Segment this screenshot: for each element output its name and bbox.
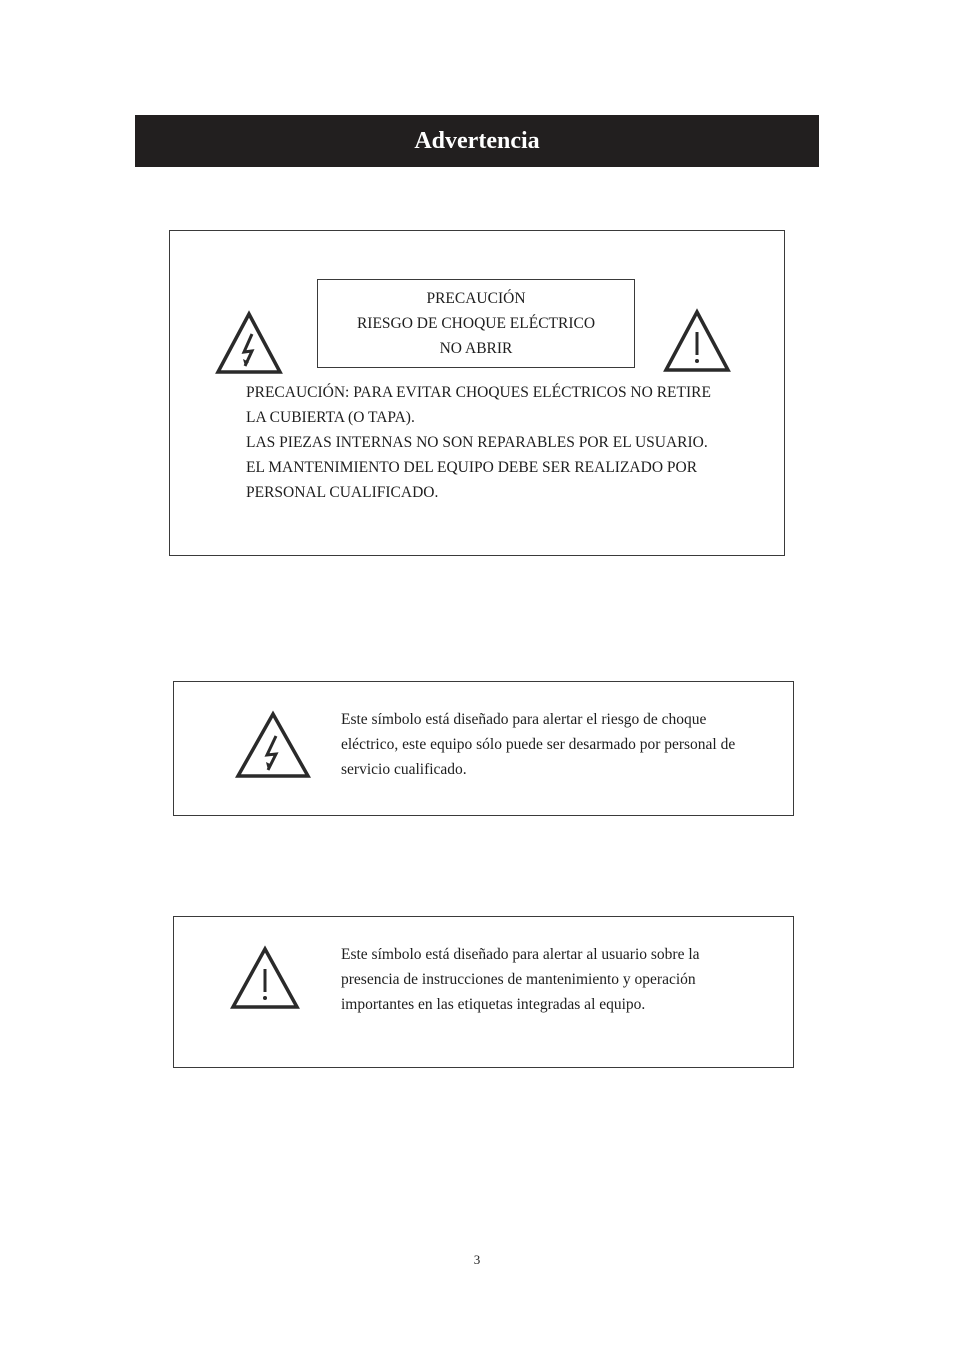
description-line: eléctrico, este equipo sólo puede ser desarmado por personal de (341, 736, 736, 753)
description-line: Este símbolo está diseñado para alertar el riesgo de choque (341, 711, 707, 728)
caution-text-line: EL MANTENIMIENTO DEL EQUIPO DEBE SER REALIZADO POR (246, 459, 698, 476)
lightning-warning-icon (234, 710, 312, 780)
caution-label-line: NO ABRIR (439, 340, 513, 357)
page-number: 3 (473, 1252, 481, 1267)
header-bar (135, 115, 819, 167)
caution-label (317, 279, 635, 368)
caution-text-line: PRECAUCIÓN: PARA EVITAR CHOQUES ELÉCTRICOS NO RETIRE (246, 384, 711, 401)
lightning-warning-icon (214, 310, 284, 376)
exclamation-warning-icon (662, 308, 732, 374)
description-line: Este símbolo está diseñado para alertar al usuario sobre la (341, 946, 700, 963)
exclamation-warning-icon (229, 945, 301, 1011)
caution-label-line: RIESGO DE CHOQUE ELÉCTRICO (356, 315, 596, 332)
caution-text-line: LAS PIEZAS INTERNAS NO SON REPARABLES POR EL USUARIO. (246, 434, 708, 451)
exclamation-symbol-description (341, 942, 781, 1017)
page-title: Advertencia (414, 127, 540, 154)
description-line: importantes en las etiquetas integradas al equipo. (341, 996, 646, 1013)
caution-text-line: LA CUBIERTA (O TAPA). (246, 409, 415, 426)
shock-symbol-description (341, 707, 781, 782)
caution-text-line: PERSONAL CUALIFICADO. (246, 484, 439, 501)
description-line: servicio cualificado. (341, 761, 467, 778)
description-line: presencia de instrucciones de mantenimiento y operación (341, 971, 696, 988)
caution-label-line: PRECAUCIÓN (426, 290, 526, 307)
caution-text (246, 380, 766, 505)
